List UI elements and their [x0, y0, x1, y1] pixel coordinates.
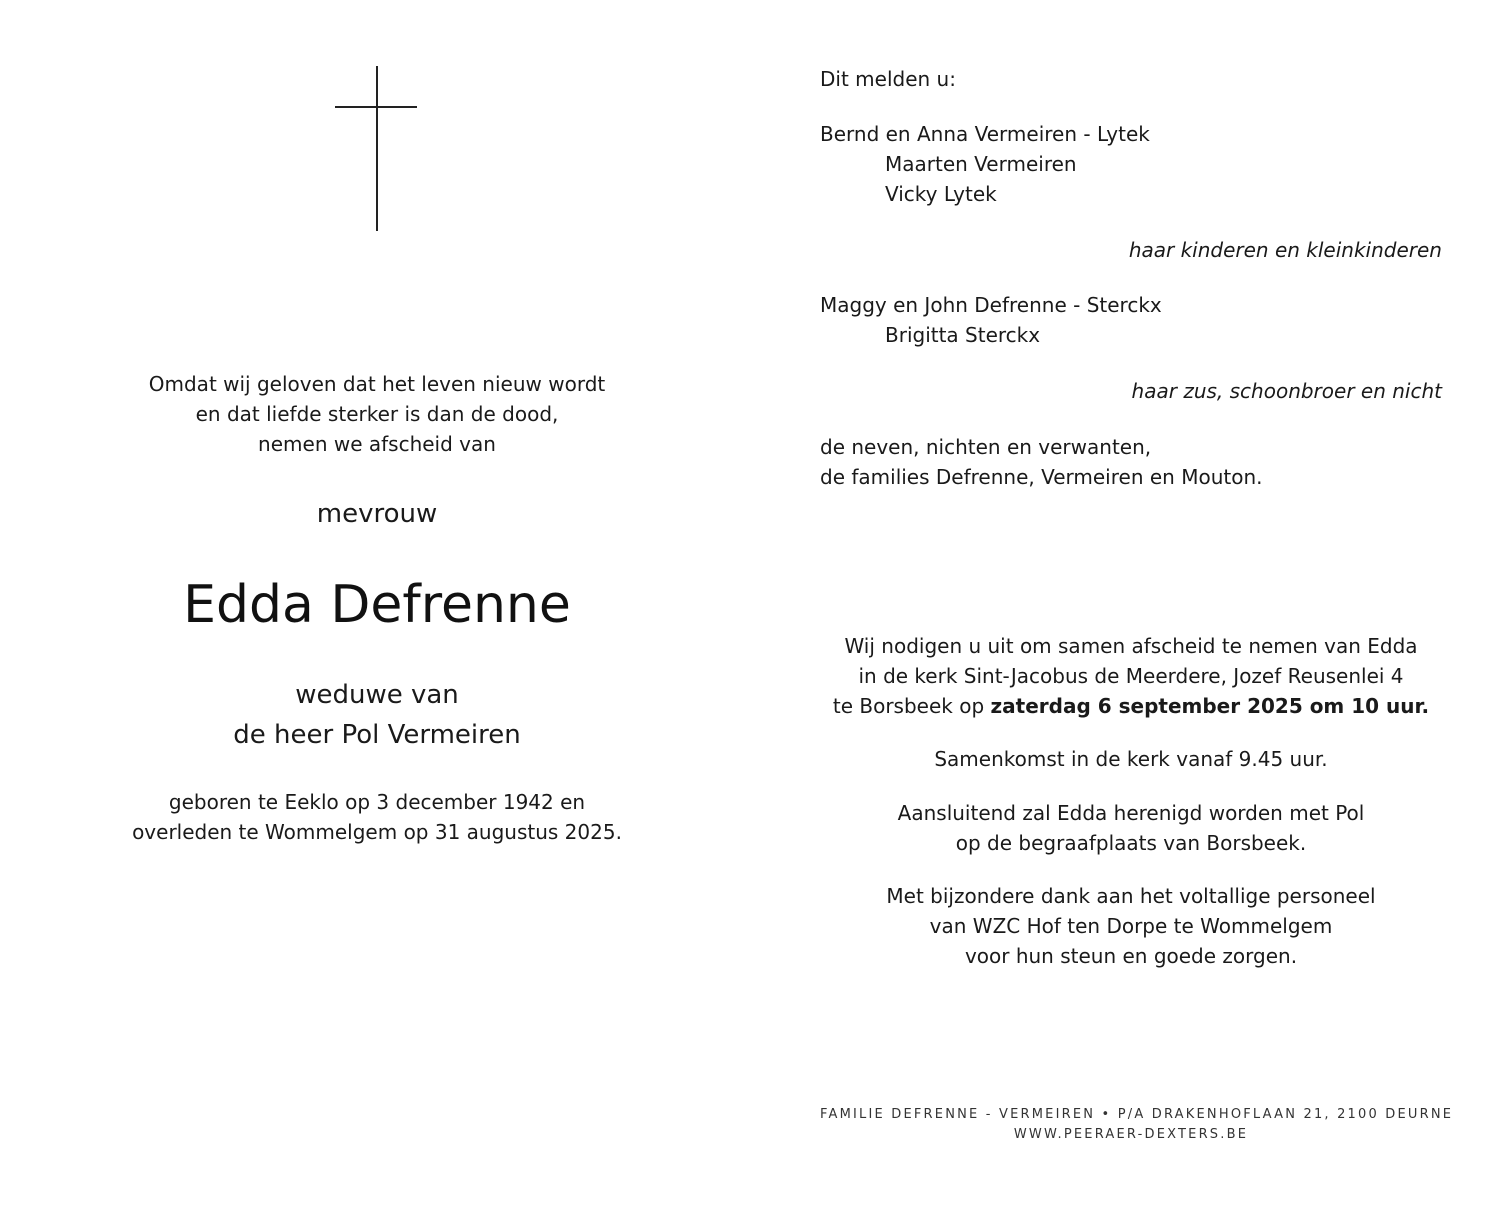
- footer: [820, 1105, 1454, 1145]
- widow-line: weduwe van: [295, 680, 459, 710]
- birth-death-dates: [100, 787, 654, 847]
- family-group-relatives: [820, 432, 1442, 492]
- invite-prefix: te Borsbeek op: [832, 694, 991, 718]
- cross-vertical-bar: [376, 66, 378, 231]
- invite-line: in de kerk Sint-Jacobus de Meerdere, Jozef Reusenlei 4: [858, 664, 1404, 688]
- intro-line: en dat liefde sterker is dan de dood,: [195, 402, 559, 426]
- family-group-children: [820, 119, 1442, 209]
- cross-horizontal-bar: [335, 106, 417, 108]
- thanks-line: voor hun steun en goede zorgen.: [964, 944, 1298, 968]
- relation-text: haar kinderen en kleinkinderen: [1128, 238, 1442, 262]
- family-main: de neven, nichten en verwanten,: [820, 435, 1152, 459]
- honorific: mevrouw: [316, 499, 438, 529]
- burial-line: Aansluitend zal Edda herenigd worden met Pol: [897, 801, 1365, 825]
- footer-address: FAMILIE DEFRENNE - VERMEIREN • P/A DRAKENHOFLAAN 21, 2100 DEURNE: [820, 1107, 1454, 1122]
- relation-label-children: [820, 235, 1442, 265]
- date-line: geboren te Eeklo op 3 december 1942 en: [168, 790, 586, 814]
- relation-text: haar zus, schoonbroer en nicht: [1131, 379, 1442, 403]
- thanks-line: van WZC Hof ten Dorpe te Wommelgem: [929, 914, 1333, 938]
- funeral-invitation: [820, 631, 1442, 721]
- announce-heading: [820, 64, 1442, 94]
- intro-line: nemen we afscheid van: [258, 432, 496, 456]
- gathering-text: Samenkomst in de kerk vanaf 9.45 uur.: [934, 747, 1328, 771]
- announce-text: Dit melden u:: [820, 67, 956, 91]
- intro-line: Omdat wij geloven dat het leven nieuw wordt: [148, 372, 606, 396]
- widow-of: [100, 675, 654, 755]
- thanks-line: Met bijzondere dank aan het voltallige personeel: [886, 884, 1376, 908]
- relation-label-sister: [820, 376, 1442, 406]
- intro-text: [100, 369, 654, 459]
- footer-website: WWW.PEERAER-DEXTERS.BE: [1013, 1127, 1249, 1142]
- date-line: overleden te Wommelgem op 31 augustus 2025.: [132, 820, 622, 844]
- family-sub: Maarten Vermeiren: [885, 152, 1077, 176]
- family-main: Maggy en John Defrenne - Sterckx: [820, 293, 1162, 317]
- deceased-name: Edda Defrenne: [183, 575, 571, 635]
- burial-line: op de begraafplaats van Borsbeek.: [955, 831, 1307, 855]
- family-sub: Vicky Lytek: [885, 182, 997, 206]
- family-main: Bernd en Anna Vermeiren - Lytek: [820, 122, 1150, 146]
- widow-line: de heer Pol Vermeiren: [233, 720, 521, 750]
- funeral-date: zaterdag 6 september 2025 om 10 uur.: [990, 694, 1430, 718]
- gathering-time: [820, 744, 1442, 774]
- cross-icon: [335, 66, 417, 231]
- family-main: de families Defrenne, Vermeiren en Mouton.: [820, 465, 1263, 489]
- burial-info: [820, 798, 1442, 858]
- thanks-note: [820, 881, 1442, 971]
- family-group-sister: [820, 290, 1442, 350]
- family-sub: Brigitta Sterckx: [885, 323, 1041, 347]
- invite-line: Wij nodigen u uit om samen afscheid te nemen van Edda: [844, 634, 1418, 658]
- invite-line: [820, 691, 1442, 721]
